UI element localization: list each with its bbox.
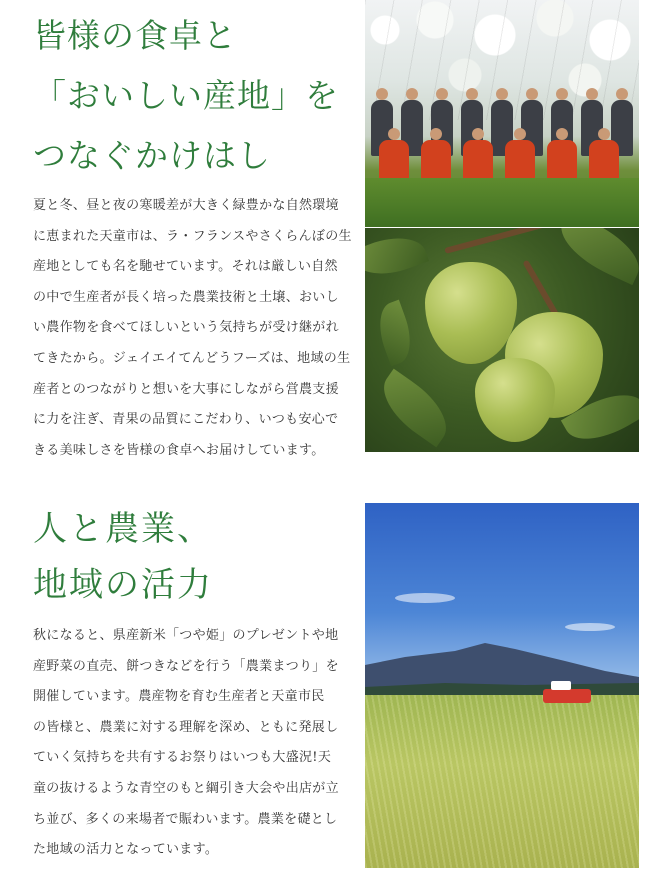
rice-field-photo bbox=[365, 503, 639, 868]
person-figure bbox=[463, 140, 493, 180]
person-figure bbox=[589, 140, 619, 180]
body-line: 夏と冬、昼と夜の寒暖差が大きく緑豊かな自然環境 bbox=[33, 198, 339, 213]
heading-line: 「おいしい産地」を bbox=[33, 76, 339, 115]
heading-line: つなぐかけはし bbox=[33, 136, 271, 175]
pear bbox=[425, 262, 517, 364]
cloud bbox=[565, 623, 615, 631]
leaf bbox=[551, 228, 639, 285]
pears-photo bbox=[365, 228, 639, 452]
person-figure bbox=[379, 140, 409, 180]
body-line: た地域の活力となっています。 bbox=[33, 842, 219, 858]
body-line: てきたから。ジェイエイてんどうフーズは、地域の生 bbox=[33, 350, 351, 366]
heading-line: 皆様の食卓と bbox=[33, 16, 237, 55]
heading-line: 地域の活力 bbox=[33, 565, 213, 605]
rice-field bbox=[365, 695, 639, 868]
grass-ground bbox=[365, 178, 639, 227]
person-figure bbox=[547, 140, 577, 180]
body-line: 産者とのつながりと想いを大事にしながら営農支援 bbox=[33, 381, 339, 397]
body-line: に恵まれた天童市は、ラ・フランスやさくらんぼの生 bbox=[33, 228, 352, 244]
body-line: 童の抜けるような青空のもと綱引き大会や出店が立 bbox=[33, 780, 339, 796]
leaf bbox=[371, 300, 420, 367]
section-heading bbox=[33, 6, 339, 186]
leaf bbox=[365, 228, 429, 285]
heading-line: 人と農業、 bbox=[33, 509, 213, 549]
branch bbox=[444, 228, 561, 254]
body-line: 開催しています。農産物を育む生産者と天童市民 bbox=[33, 689, 325, 705]
body-line: ち並び、多くの来場者で賑わいます。農業を礎とし bbox=[33, 811, 338, 827]
body-line: の皆様と、農業に対する理解を深め、ともに発展し bbox=[33, 719, 339, 735]
pear bbox=[475, 358, 555, 442]
harvester bbox=[543, 689, 591, 703]
leaf bbox=[371, 369, 459, 448]
person-figure bbox=[421, 140, 451, 180]
body-line: 産地としても名を馳せています。それは厳しい自然 bbox=[33, 259, 338, 275]
body-line: 秋になると、県産新米「つや姫」のプレゼントや地 bbox=[33, 628, 339, 643]
body-line: に力を注ぎ、青果の品質にこだわり、いつも安心で bbox=[33, 412, 339, 428]
body-line: ていく気持ちを共有するお祭りはいつも大盛況!天 bbox=[33, 750, 332, 766]
body-line: 産野菜の直売、餅つきなどを行う「農業まつり」を bbox=[33, 658, 339, 674]
body-line: きる美味しさを皆様の食卓へお届けしています。 bbox=[33, 442, 325, 458]
person-figure bbox=[505, 140, 535, 180]
cloud bbox=[395, 593, 455, 603]
section-heading bbox=[33, 501, 213, 613]
section-body bbox=[33, 621, 351, 866]
body-line: い農作物を食べてほしいという気持ちが受け継がれ bbox=[33, 320, 339, 336]
mountain bbox=[365, 643, 639, 703]
body-line: の中で生産者が長く培った農業技術と土壌、おいし bbox=[33, 289, 339, 305]
farmers-group-photo bbox=[365, 0, 639, 227]
section-body bbox=[33, 191, 351, 466]
